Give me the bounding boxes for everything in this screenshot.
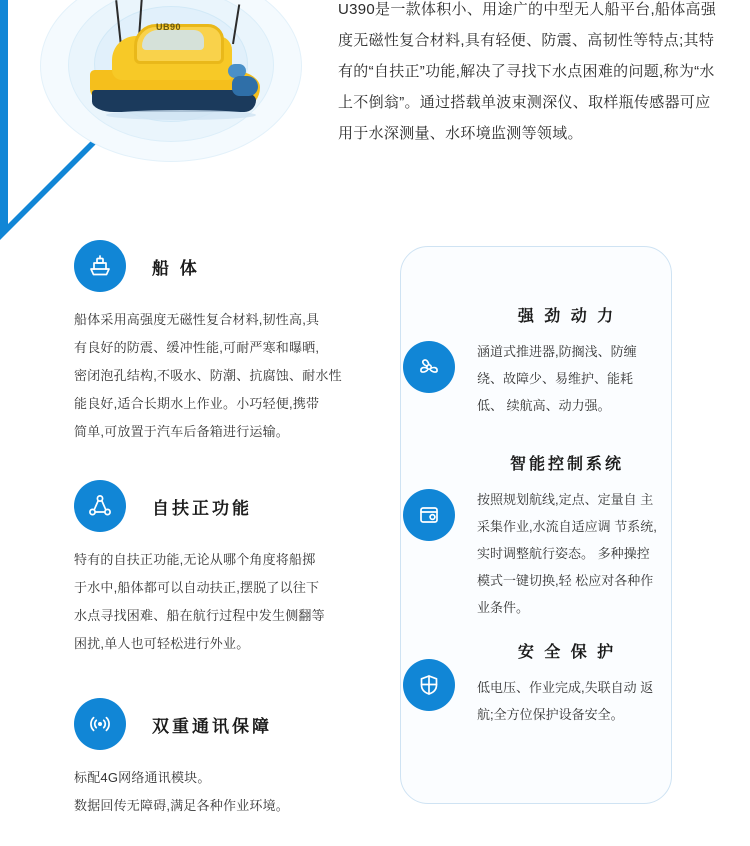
feature-hull-header bbox=[74, 240, 374, 292]
panel-feature-control-system-line: 节系统,实时调整航行姿态。 bbox=[477, 519, 657, 561]
feature-dual-communication-body bbox=[74, 764, 374, 820]
panel-feature-power-line: 续航高、动力强。 bbox=[506, 398, 611, 413]
feature-self-righting-body bbox=[74, 546, 374, 658]
panel-feature-safety-line: 低电压、作业完成,失联自动 bbox=[477, 680, 637, 695]
boat-window bbox=[142, 30, 204, 50]
propeller-duct bbox=[232, 76, 258, 96]
panel-feature-control-system-line: 主采集作业,水流自适应调 bbox=[477, 492, 654, 534]
right-feature-panel bbox=[400, 246, 672, 804]
feature-self-righting-line: 困扰,单人也可轻松进行外业。 bbox=[74, 636, 250, 651]
panel-feature-safety-title: 安 全 保 护 bbox=[517, 644, 617, 661]
antenna-mast-right bbox=[232, 4, 240, 44]
hero-section bbox=[0, 0, 750, 240]
propeller-icon bbox=[403, 341, 455, 393]
panel-feature-power-line: 涵道式推进器,防搁浅、防缠 bbox=[477, 344, 637, 359]
usv-boat-graphic bbox=[82, 0, 272, 118]
feature-hull-line: 有良好的防震、缓冲性能,可耐严寒和曝晒, bbox=[74, 340, 320, 355]
wireless-signal-icon bbox=[74, 698, 126, 750]
boat-shadow bbox=[106, 110, 256, 120]
feature-dual-communication bbox=[74, 698, 374, 820]
panel-feature-control-system bbox=[477, 451, 657, 621]
feature-self-righting-line: 于水中,船体都可以自动扶正,摆脱了以往下 bbox=[74, 580, 320, 595]
antenna-mast-left bbox=[115, 0, 122, 46]
intro-paragraph: U390是一款体积小、用途广的中型无人船平台,船体高强度无磁性复合材料,具有轻便、防震、高韧性等特点;其特有的“自扶正”功能,解决了寻找下水点困难的问题,称为“水上不倒翁”。通过搭载单波束测深仪、取样瓶传感器可应用于水深测量、水环境监测等领域。 bbox=[338, 1, 717, 142]
feature-self-righting-line: 特有的自扶正功能,无论从哪个角度将船掷 bbox=[74, 552, 316, 567]
panel-feature-control-system-body bbox=[477, 486, 657, 621]
self-righting-icon bbox=[74, 480, 126, 532]
panel-feature-safety bbox=[477, 639, 657, 728]
panel-feature-power-title: 强 劲 动 力 bbox=[517, 308, 617, 325]
panel-feature-control-system-line: 松应对各种作业条件。 bbox=[477, 573, 654, 615]
feature-hull-title: 船 体 bbox=[152, 258, 200, 278]
feature-hull-line: 简单,可放置于汽车后备箱进行运输。 bbox=[74, 424, 290, 439]
feature-hull-line: 密闭泡孔结构,不吸水、防潮、抗腐蚀、耐水性 bbox=[74, 368, 342, 383]
panel-feature-safety-line: 返航;全方位保护设备安全。 bbox=[477, 680, 654, 722]
feature-hull-line: 能良好,适合长期水上作业。小巧轻便,携带 bbox=[74, 396, 320, 411]
feature-hull bbox=[74, 240, 374, 446]
panel-feature-control-system-line: 按照规划航线,定点、定量自 bbox=[477, 492, 637, 507]
feature-dual-communication-header bbox=[74, 698, 374, 750]
feature-dual-communication-line: 数据回传无障碍,满足各种作业环境。 bbox=[74, 798, 290, 813]
feature-self-righting-line: 水点寻找困难、船在航行过程中发生侧翻等 bbox=[74, 608, 325, 623]
feature-dual-communication-line: 标配4G网络通讯模块。 bbox=[74, 770, 211, 785]
boat-hull-bottom bbox=[92, 90, 256, 112]
feature-self-righting-title: 自扶正功能 bbox=[152, 498, 252, 518]
feature-dual-communication-title: 双重通讯保障 bbox=[152, 716, 272, 736]
panel-feature-power-body bbox=[477, 338, 657, 419]
control-system-icon bbox=[403, 489, 455, 541]
left-feature-column bbox=[74, 240, 374, 846]
feature-self-righting bbox=[74, 480, 374, 658]
panel-feature-control-system-line: 多种操控模式一键切换,轻 bbox=[477, 546, 650, 588]
boat-illustration bbox=[20, 0, 320, 200]
panel-feature-power-line: 绕、故障少、易维护、能耗低、 bbox=[477, 371, 634, 413]
feature-self-righting-header bbox=[74, 480, 374, 532]
panel-feature-safety-body bbox=[477, 674, 657, 728]
panel-feature-control-system-title: 智能控制系统 bbox=[509, 456, 624, 473]
boat-model-label: UB90 bbox=[156, 22, 182, 32]
panel-feature-power bbox=[477, 303, 657, 419]
shield-icon bbox=[403, 659, 455, 711]
feature-hull-line: 船体采用高强度无磁性复合材料,韧性高,具 bbox=[74, 312, 320, 327]
ship-icon bbox=[74, 240, 126, 292]
feature-hull-body bbox=[74, 306, 374, 446]
